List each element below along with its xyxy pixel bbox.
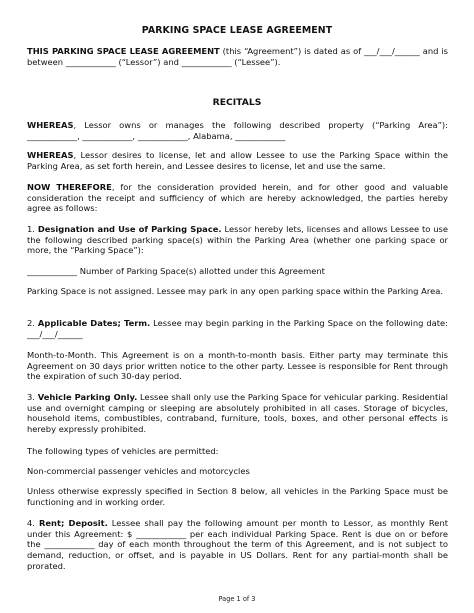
section-2-number: 2. — [27, 318, 38, 328]
whereas-lead-1: WHEREAS — [27, 120, 74, 130]
section-3-heading: Vehicle Parking Only. — [37, 392, 138, 402]
section-2-text: Lessee may begin parking in the Parking Space on the following date: ___/___/______ — [27, 318, 448, 339]
section-3-text: Lessee shall only use the Parking Space for vehicular parking. Residential use and overnight camping or sleeping are absolutely prohibited in all cases. Storage of bicycles, household items, combustibles, contraband, furniture, tools, boxes, and other personal effects is hereby expressly prohibited. — [27, 392, 448, 435]
recitals-heading: RECITALS — [212, 97, 262, 108]
section-2-paragraph — [27, 318, 448, 339]
section-4-heading: Rent; Deposit. — [38, 518, 108, 528]
now-therefore-paragraph — [27, 182, 448, 214]
whereas-text-2: , Lessor desires to license, let and allow Lessee to use the Parking Space within the Parking Area, as set forth herein, and Lessee desires to license, let and use the same. — [27, 150, 448, 171]
not-assigned-paragraph: Parking Space is not assigned. Lessee may park in any open parking space within the Parking Area. — [27, 286, 443, 296]
intro-text: (this “Agreement”) is dated as of ___/___/______ and is between ____________ (“Lessor”) and ____________ (“Lessee”). — [27, 46, 449, 67]
vehicle-types-intro: The following types of vehicles are permitted: — [27, 446, 219, 456]
whereas-paragraph-2 — [27, 150, 448, 171]
unless-otherwise-paragraph: Unless otherwise expressly specified in Section 8 below, all vehicles in the Parking Space must be functioning and in working order. — [27, 486, 448, 507]
section-1-number: 1. — [27, 224, 38, 234]
section-4-number: 4. — [27, 518, 39, 528]
parking-spaces-count-line: ____________ Number of Parking Space(s) allotted under this Agreement — [27, 266, 325, 276]
whereas-lead-2: WHEREAS — [27, 150, 74, 160]
section-1-heading: Designation and Use of Parking Space. — [37, 224, 222, 234]
now-therefore-text: , for the consideration provided herein, and for other good and valuable consideration the receipt and sufficiency of which are hereby acknowledged, the parties hereby agree as follows: — [27, 182, 448, 214]
whereas-paragraph-1 — [27, 120, 448, 141]
whereas-text-1: , Lessor owns or manages the following described property (“Parking Area”): ____________, ____________, ____________, Alabama, ____________ — [27, 120, 448, 141]
document-title: PARKING SPACE LEASE AGREEMENT — [141, 25, 333, 36]
page-number-footer: Page 1 of 3 — [218, 595, 256, 603]
section-2-heading: Applicable Dates; Term. — [37, 318, 151, 328]
section-3-paragraph — [27, 392, 448, 435]
section-3-number: 3. — [27, 392, 38, 402]
vehicle-types-list: Non-commercial passenger vehicles and motorcycles — [27, 466, 250, 476]
section-4-text: Lessee shall pay the following amount per month to Lessor, as monthly Rent under this Agreement: $ ____________ per each individual Parking Space. Rent is due on or before the ____________ day of each month throughout the term of this Agreement, and is not subject to demand, reduction, or offset, and is payable in US Dollars. Rent for any partial-month shall be prorated. — [27, 518, 449, 571]
section-1-paragraph — [27, 224, 448, 256]
intro-paragraph — [27, 46, 448, 67]
month-to-month-paragraph: Month-to-Month. This Agreement is on a month-to-month basis. Either party may terminate this Agreement on 30 days prior written notice to the other party. Lessee is responsible for Rent through the expiration of such 30-day period. — [27, 350, 448, 382]
section-4-paragraph — [27, 518, 448, 572]
intro-lead: THIS PARKING SPACE LEASE AGREEMENT — [27, 46, 220, 56]
section-1-text: Lessor hereby lets, licenses and allows Lessee to use the following described parking space(s) within the Parking Area (whether one parking space or more, the “Parking Space”): — [27, 224, 448, 256]
now-therefore-lead: NOW THEREFORE — [27, 182, 112, 192]
